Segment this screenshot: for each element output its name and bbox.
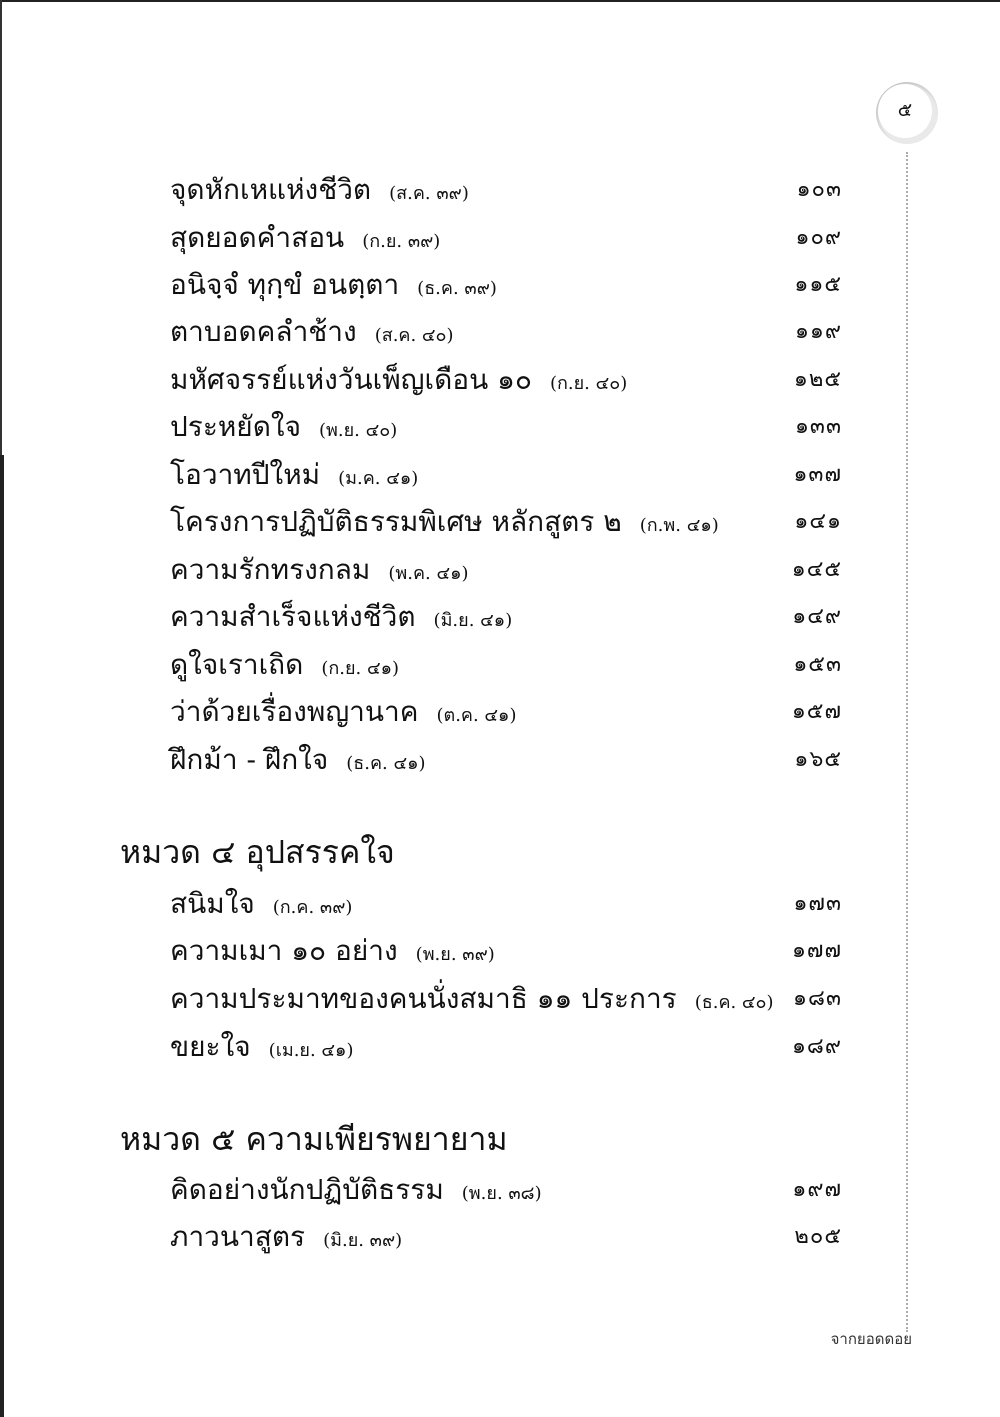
- page-left-border-thick: [0, 455, 4, 1417]
- toc-entry[interactable]: [170, 265, 850, 305]
- entry-title: สุดยอดคำสอน: [170, 221, 345, 254]
- entry-page: ๑๘๙: [791, 1034, 842, 1059]
- entry-page: ๑๔๑: [794, 509, 842, 534]
- entry-date: (ธ.ค. ๔๐): [694, 992, 774, 1013]
- entry-page: ๑๖๕: [794, 747, 842, 772]
- entry-page: ๑๒๕: [793, 367, 842, 392]
- toc-entry[interactable]: [170, 884, 850, 924]
- entry-title: ตาบอดคลำช้าง: [170, 315, 357, 348]
- entry-date: (เม.ย. ๔๑): [268, 1040, 354, 1061]
- page-top-border: [0, 0, 1000, 2]
- entry-date: (มิ.ย. ๔๑): [433, 610, 513, 631]
- entry-date: (ก.ค. ๓๙): [272, 897, 353, 918]
- entry-page: ๑๑๙: [794, 319, 842, 344]
- entry-page: ๑๐๓: [796, 177, 842, 202]
- section-heading: หมวด ๔ อุปสรรคใจ: [120, 833, 395, 871]
- toc-entry[interactable]: [170, 1027, 850, 1067]
- entry-page: ๑๔๕: [791, 557, 842, 582]
- entry-date: (ม.ค. ๔๑): [338, 468, 419, 489]
- entry-date: (มิ.ย. ๓๙): [323, 1230, 403, 1251]
- entry-page: ๑๓๓: [794, 414, 842, 439]
- entry-title: ดูใจเราเถิด: [170, 648, 304, 681]
- entry-title: ว่าด้วยเรื่องพญานาค: [170, 695, 419, 728]
- toc-entry[interactable]: [170, 645, 850, 685]
- entry-title: ฝึกม้า - ฝึกใจ: [170, 743, 329, 776]
- entry-date: (ก.ย. ๔๑): [321, 658, 400, 679]
- entry-title: ความสำเร็จแห่งชีวิต: [170, 600, 416, 633]
- entry-date: (พ.ย. ๓๙): [415, 944, 495, 965]
- entry-page: ๑๕๓: [793, 652, 842, 677]
- entry-title: โอวาทปีใหม่: [170, 458, 321, 491]
- entry-date: (ธ.ค. ๓๙): [417, 278, 497, 299]
- toc-entry[interactable]: [170, 1217, 850, 1257]
- entry-date: (พ.ย. ๔๐): [318, 420, 398, 441]
- entry-page: ๑๐๙: [795, 225, 842, 250]
- toc-entry[interactable]: [170, 692, 850, 732]
- entry-title: สนิมใจ: [170, 887, 255, 920]
- entry-page: ๑๗๓: [793, 891, 842, 916]
- entry-page: ๑๔๙: [792, 604, 842, 629]
- toc-entry[interactable]: [170, 597, 850, 637]
- entry-date: (ส.ค. ๓๙): [389, 183, 469, 204]
- toc-entry[interactable]: [170, 979, 850, 1019]
- entry-date: (ส.ค. ๔๐): [374, 325, 454, 346]
- toc-entry[interactable]: [170, 931, 850, 971]
- entry-page: ๑๓๗: [793, 462, 842, 487]
- entry-page: ๑๘๓: [793, 986, 842, 1011]
- dotted-margin-rule: [906, 152, 908, 1332]
- entry-date: (ก.ย. ๓๙): [362, 231, 441, 252]
- toc-entry[interactable]: [170, 1170, 850, 1210]
- entry-date: (ต.ค. ๔๑): [436, 705, 517, 726]
- entry-page: ๑๗๗: [791, 938, 842, 963]
- entry-title: โครงการปฏิบัติธรรมพิเศษ หลักสูตร ๒: [170, 505, 622, 538]
- entry-title: อนิจฺจํ ทุกฺขํ อนตฺตา: [170, 268, 400, 301]
- toc-entry[interactable]: [170, 550, 850, 590]
- entry-page: ๑๕๗: [791, 699, 842, 724]
- entry-page: ๑๙๗: [792, 1177, 842, 1202]
- toc-entry[interactable]: [170, 218, 850, 258]
- toc-entry[interactable]: [170, 502, 850, 542]
- entry-date: (ก.พ. ๔๑): [639, 515, 719, 536]
- entry-date: (ก.ย. ๔๐): [549, 373, 628, 394]
- toc-entry[interactable]: [170, 455, 850, 495]
- toc-entry[interactable]: [170, 170, 850, 210]
- entry-page: ๒๐๕: [794, 1224, 842, 1249]
- entry-title: มหัศจรรย์แห่งวันเพ็ญเดือน ๑๐: [170, 363, 532, 396]
- entry-title: ความเมา ๑๐ อย่าง: [170, 934, 398, 967]
- entry-title: ความประมาทของคนนั่งสมาธิ ๑๑ ประการ: [170, 982, 677, 1015]
- entry-date: (พ.ค. ๔๑): [388, 563, 469, 584]
- entry-page: ๑๑๕: [794, 272, 842, 297]
- entry-title: ขยะใจ: [170, 1030, 251, 1063]
- toc-entry[interactable]: [170, 312, 850, 352]
- entry-title: ความรักทรงกลม: [170, 553, 371, 586]
- entry-date: (ธ.ค. ๔๑): [346, 753, 426, 774]
- toc-entry[interactable]: [170, 407, 850, 447]
- entry-title: ประหยัดใจ: [170, 410, 301, 443]
- entry-title: ภาวนาสูตร: [170, 1220, 306, 1253]
- entry-date: (พ.ย. ๓๘): [461, 1183, 542, 1204]
- entry-title: คิดอย่างนักปฏิบัติธรรม: [170, 1173, 444, 1206]
- toc-entry[interactable]: [170, 360, 850, 400]
- running-footer: จากยอดดอย: [830, 1330, 912, 1348]
- page-number-badge: [876, 82, 938, 144]
- page-number: ๕: [878, 84, 932, 138]
- section-heading: หมวด ๕ ความเพียรพยายาม: [120, 1120, 508, 1158]
- toc-entry[interactable]: [170, 740, 850, 780]
- entry-title: จุดหักเหแห่งชีวิต: [170, 173, 372, 206]
